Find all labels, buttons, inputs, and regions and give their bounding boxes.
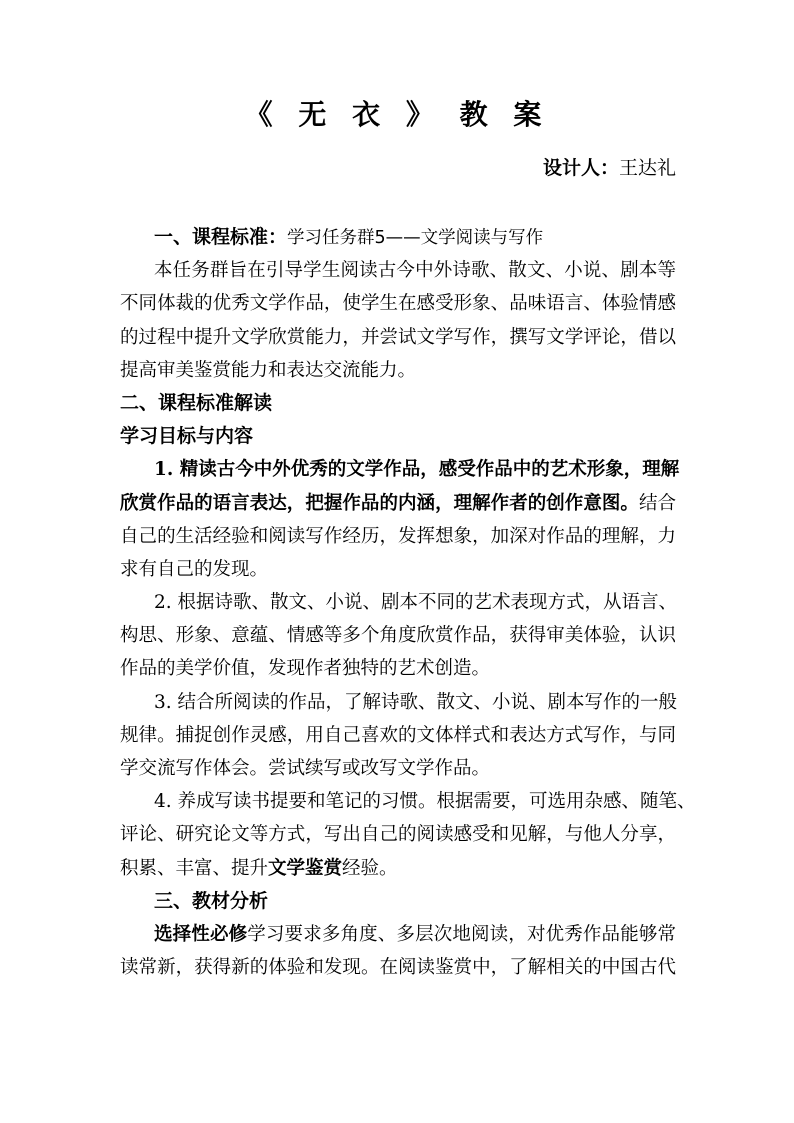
item-4-bold-text: 文学鉴赏 xyxy=(268,857,343,879)
paragraph-line: 提高审美鉴赏能力和表达交流能力。 xyxy=(120,359,417,381)
item-1-line xyxy=(120,453,680,486)
item-1-line: 求有自己的发现。 xyxy=(120,558,269,580)
section-2-subheading: 学习目标与内容 xyxy=(120,425,254,448)
paragraph-line: 不同体裁的优秀文学作品，使学生在感受形象、品味语言、体验情感 xyxy=(120,293,676,315)
section-3-line: 读常新，获得新的体验和发现。在阅读鉴赏中，了解相关的中国古代 xyxy=(120,957,676,979)
item-4-text: 积累、丰富、提升 xyxy=(120,857,269,879)
item-1-bold-text: 1. 精读古今中外优秀的文学作品，感受作品中的艺术形象，理解 xyxy=(154,459,680,481)
item-4-line: 4. 养成写读书提要和笔记的习惯。根据需要，可选用杂感、随笔、 xyxy=(154,791,696,813)
designer-line xyxy=(543,153,676,183)
designer-name: 王达礼 xyxy=(618,157,676,179)
item-4-line xyxy=(120,852,676,885)
item-1-bold-text: 欣赏作品的语言表达，把握作品的内涵，理解作者的创作意图。 xyxy=(120,492,639,514)
section-3-line xyxy=(120,918,676,951)
item-3-line: 学交流写作体会。尝试续写或改写文学作品。 xyxy=(120,758,491,779)
item-1-text: 结合 xyxy=(638,492,676,514)
document-title: 《 无 衣 》 教 案 xyxy=(244,98,550,131)
item-1-line: 自己的生活经验和阅读写作经历，发挥想象，加深对作品的理解，力 xyxy=(120,525,676,547)
document-body xyxy=(120,221,696,984)
section-1-heading xyxy=(120,221,676,254)
item-2-line: 作品的美学价值，发现作者独特的艺术创造。 xyxy=(120,658,491,680)
section-3-bold-text: 选择性必修 xyxy=(154,923,248,945)
designer-label: 设计人： xyxy=(542,157,619,179)
item-3-line: 3. 结合所阅读的作品，了解诗歌、散文、小说、剧本写作的一般 xyxy=(154,691,678,713)
item-1-line xyxy=(120,487,676,520)
item-2-line: 构思、形象、意蕴、情感等多个角度欣赏作品，获得审美体验，认识 xyxy=(120,625,676,647)
item-4-line: 评论、研究论文等方式，写出自己的阅读感受和见解，与他人分享， xyxy=(120,824,676,846)
item-3-line: 规律。捕捉创作灵感，用自己喜欢的文体样式和表达方式写作，与同 xyxy=(120,724,676,746)
section-3-heading: 三、教材分析 xyxy=(154,889,269,912)
item-4-text: 经验。 xyxy=(342,857,398,879)
section-2-heading: 二、课程标准解读 xyxy=(120,391,273,414)
section-3-text: 学习要求多角度、多层次地阅读，对优秀作品能够常 xyxy=(247,923,676,945)
section-1-title: 一、课程标准： xyxy=(154,226,288,248)
paragraph-line: 本任务群旨在引导学生阅读古今中外诗歌、散文、小说、剧本等 xyxy=(154,260,676,282)
item-2-line: 2. 根据诗歌、散文、小说、剧本不同的艺术表现方式，从语言、 xyxy=(154,592,678,614)
section-1-subtitle: 学习任务群5——文学阅读与写作 xyxy=(287,228,544,248)
paragraph-line: 的过程中提升文学欣赏能力，并尝试文学写作，撰写文学评论，借以 xyxy=(120,326,676,348)
